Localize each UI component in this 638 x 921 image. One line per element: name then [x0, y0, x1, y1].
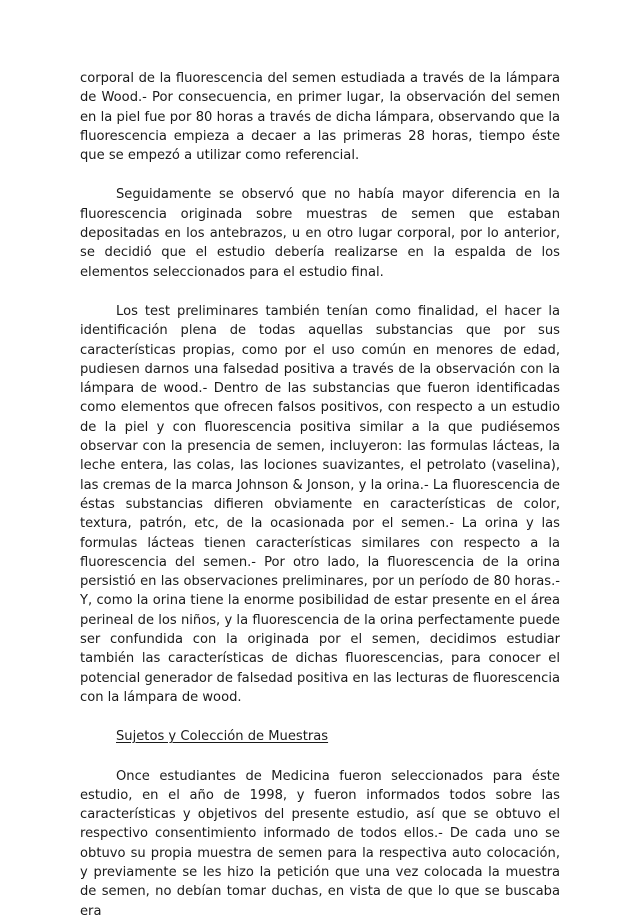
paragraph-2: Seguidamente se observó que no había mayor diferencia en la fluorescencia originada sobre muestras de semen que estaban depositadas en los antebrazos, u en otro lugar corporal, por lo anterior, se decidió que el estudio debería realizarse en la espalda de los elementos seleccionados para el estudio final.: [80, 187, 560, 280]
document-page: [80, 69, 560, 921]
paragraph-4: Once estudiantes de Medicina fueron seleccionados para éste estudio, en el año de 1998, y fueron informados todos sobre las características y objetivos del presente estudio, así que se obtuvo el respectivo consentimiento informado de todos ellos.- De cada uno se obtuvo su propia muestra de semen para la respectiva auto colocación, y previamente se les hizo la petición que una vez colocada la muestra de semen, no debían tomar duchas, en vista de que lo que se buscaba era: [80, 768, 560, 919]
paragraph-gap: [80, 165, 560, 185]
section-heading-text: Sujetos y Colección de Muestras: [116, 729, 329, 745]
paragraph-gap: [80, 282, 560, 302]
paragraph-gap: [80, 747, 560, 767]
paragraph-3: Los test preliminares también tenían como finalidad, el hacer la identificación plena de todas aquellas substancias que por sus características propias, como por el uso común en menores de edad, pudiesen darnos una falsedad positiva a través de la observación con la lámpara de wood.- Dentro de las substancias que fueron identificadas como elementos que ofrecen falsos positivos, con respecto a un estudio de la piel y con fluorescencia positiva similar a la que pudiésemos observar con la presencia de semen, incluyeron: las formulas lácteas, la leche entera, las colas, las lociones suavizantes, el petrolato (vaselina), las cremas de la marca Johnson & Jonson, y la orina.- La fluorescencia de éstas substancias difieren obviamente en características de color, textura, patrón, etc, de la ocasionada por el semen.- La orina y las formulas lácteas tienen características similares con respecto a la fluorescencia del semen.- Por otro lado, la fluorescencia de la orina persistió en las observaciones preliminares, por un período de 80 horas.- Y, como la orina tiene la enorme posibilidad de estar presente en el área perineal de los niños, y la fluorescencia de la orina perfectamente puede ser confundida con la originada por el semen, decidimos estudiar también las características de dichas fluorescencias, para conocer el potencial generador de falsedad positiva en las lecturas de fluorescencia con la lámpara de wood.: [80, 303, 560, 705]
paragraph-gap: [80, 707, 560, 727]
paragraph-1: corporal de la fluorescencia del semen estudiada a través de la lámpara de Wood.- Por consecuencia, en primer lugar, la observación del semen en la piel fue por 80 horas a través de dicha lámpara, observando que la fluorescencia empieza a decaer a las primeras 28 horas, tiempo éste que se empezó a utilizar como referencial.: [80, 71, 560, 164]
section-heading: [80, 727, 560, 746]
